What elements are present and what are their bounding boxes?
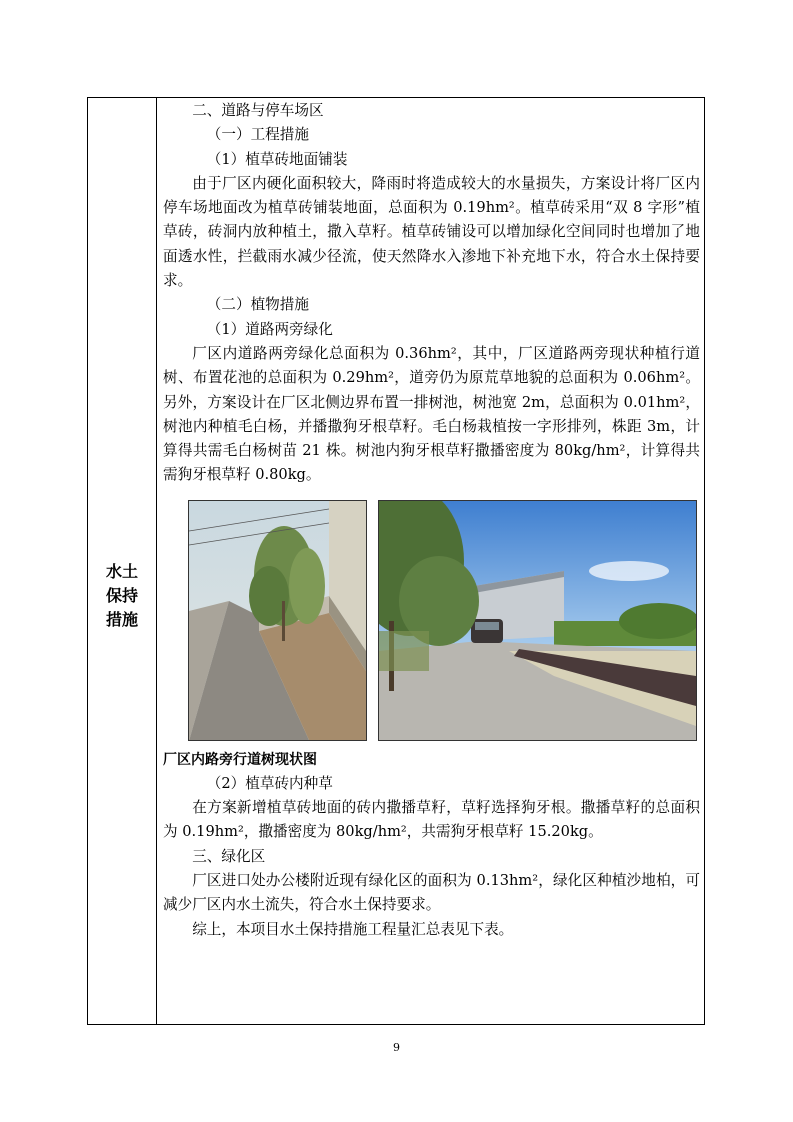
page-number: 9 [393, 1041, 400, 1054]
item-roadside-greening: （1）道路两旁绿化 [206, 320, 333, 338]
figure-caption: 厂区内路旁行道树现状图 [163, 751, 317, 768]
side-label-line-1: 水土 [105, 562, 138, 581]
side-label [88, 560, 156, 632]
roadside-trees-photo-right [378, 500, 697, 741]
column-divider [156, 98, 157, 1024]
content-table [87, 97, 705, 1025]
photo-right-image [379, 501, 696, 740]
side-label-line-3: 措施 [105, 610, 138, 629]
roadside-trees-photo-left [188, 500, 367, 741]
photo-row [163, 500, 700, 741]
subheading-engineering: （一）工程措施 [206, 126, 309, 144]
subheading-planting: （二）植物措施 [206, 296, 309, 314]
item-paving: （1）植草砖地面铺装 [206, 150, 348, 168]
side-label-line-2: 保持 [105, 586, 138, 605]
section-heading-roads: 二、道路与停车场区 [192, 102, 324, 119]
paragraph-greening: 厂区进口处办公楼附近现有绿化区的面积为 0.13hm²，绿化区种植沙地柏，可减少厂区内水土流失，符合水土保持要求。 [163, 871, 700, 914]
paragraph-roadside-greening: 厂区内道路两旁绿化总面积为 0.36hm²，其中，厂区道路两旁现状种植行道树、布置花池的总面积为 0.29hm²，道旁仍为原荒草地貌的总面积为 0.06hm²。另外，方案设计在厂区北侧边界布置一排树池，树池宽 2m，总面积为 0.01hm²，树池内种植毛白杨，并播撒狗牙根草籽。毛白杨栽植按一字形排列，株距 3m，计算得共需毛白杨树苗 21 株。树池内狗牙根草籽撒播密度为 80kg/hm²，计算得共需狗牙根草籽 0.80kg。 [163, 344, 700, 484]
main-content [163, 99, 700, 942]
paragraph-summary: 综上，本项目水土保持措施工程量汇总表见下表。 [192, 920, 514, 938]
section-heading-greening: 三、绿化区 [192, 847, 266, 865]
paragraph-paving: 由于厂区内硬化面积较大，降雨时将造成较大的水量损失，方案设计将厂区内停车场地面改为植草砖铺装地面，总面积为 0.19hm²。植草砖采用“双 8 字形”植草砖，砖洞内放种植土，撒入草籽。植草砖铺设可以增加绿化空间同时也增加了地面透水性，拦截雨水减少径流，使天然降水入渗地下补充地下水，符合水土保持要求。 [163, 174, 700, 290]
photo-left-image [189, 501, 366, 740]
paragraph-grass-in-bricks: 在方案新增植草砖地面的砖内撒播草籽，草籽选择狗牙根。撒播草籽的总面积为 0.19hm²，撒播密度为 80kg/hm²，共需狗牙根草籽 15.20kg。 [163, 799, 700, 841]
item-grass-in-bricks: （2）植草砖内种草 [206, 774, 333, 792]
